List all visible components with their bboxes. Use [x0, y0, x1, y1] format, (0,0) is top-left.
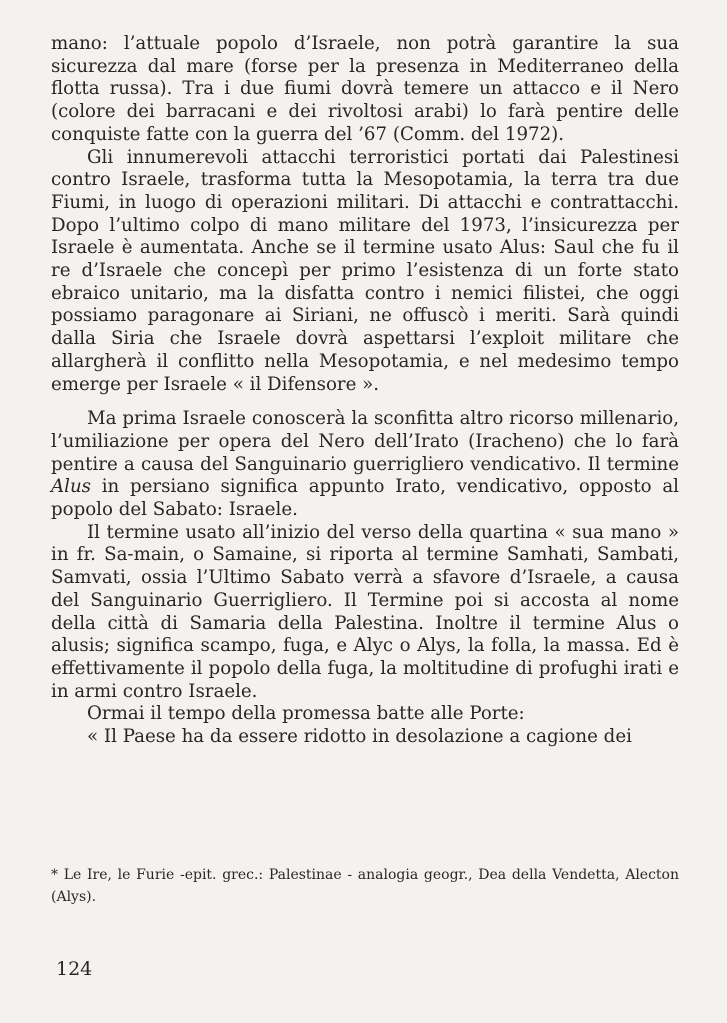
- paragraph-6: « Il Paese ha da essere ridotto in desolazione a cagione dei: [87, 726, 632, 748]
- page-number: 124: [56, 958, 93, 980]
- body-text: [51, 33, 679, 749]
- paragraph-3: Ma prima Israele conoscerà la sconfitta altro ricorso millenario, l’umiliazione per opera del Nero dell’Irato (Iracheno) che lo farà pentire a causa del Sanguinario guerrigliero vendicativo. Il termine Alus in persiano significa appunto Irato, vendicativo, opposto al popolo del Sabato: Israele.: [51, 408, 679, 521]
- footnote: * Le Ire, le Furie -epit. grec.: Palestinae - analogia geogr., Dea della Vendetta, Alecton (Alys).: [51, 867, 679, 905]
- paragraph-4: Il termine usato all’inizio del verso della quartina « sua mano » in fr. Sa-main, o Samaine, si riporta al termine Samhati, Sambati, Samvati, ossia l’Ultimo Sabato verrà a sfavore d’Israele, a causa del Sanguinario Guerrigliero. Il Termine poi si accosta al nome della città di Samaria della Palestina. Inoltre il termine Alus o alusis; significa scampo, fuga, e Alyc o Alys, la folla, la massa. Ed è effettivamente il popolo della fuga, la moltitudine di profughi irati e in armi contro Israele.: [51, 521, 679, 702]
- paragraph-2: Gli innumerevoli attacchi terroristici portati dai Palestinesi contro Israele, trasforma tutta la Mesopotamia, la terra tra due Fiumi, in luogo di operazioni militari. Di attacchi e contrattacchi. Dopo l’ultimo colpo di mano militare del 1973, l’insicurezza per Israele è aumentata. Anche se il termine usato Alus: Saul che fu il re d’Israele che concepì per primo l’esistenza di un forte stato ebraico unitario, ma la disfatta contro i nemici filistei, che oggi possiamo paragonare ai Siriani, ne offuscò i meriti. Sarà quindi dalla Siria che Israele dovrà aspettarsi l’exploit militare che allargherà il conflitto nella Mesopotamia, e nel medesimo tempo emerge per Israele « il Difensore ».: [51, 146, 679, 395]
- paragraph-1: mano: l’attuale popolo d’Israele, non potrà garantire la sua sicurezza dal mare (forse per la presenza in Mediterraneo della flotta russa). Tra i due fiumi dovrà temere un attacco e il Nero (colore dei barracani e dei rivoltosi arabi) lo farà pentire delle conquiste fatte con la guerra del ’67 (Comm. del 1972).: [51, 33, 679, 145]
- paragraph-5: Ormai il tempo della promessa batte alle Porte:: [87, 703, 525, 725]
